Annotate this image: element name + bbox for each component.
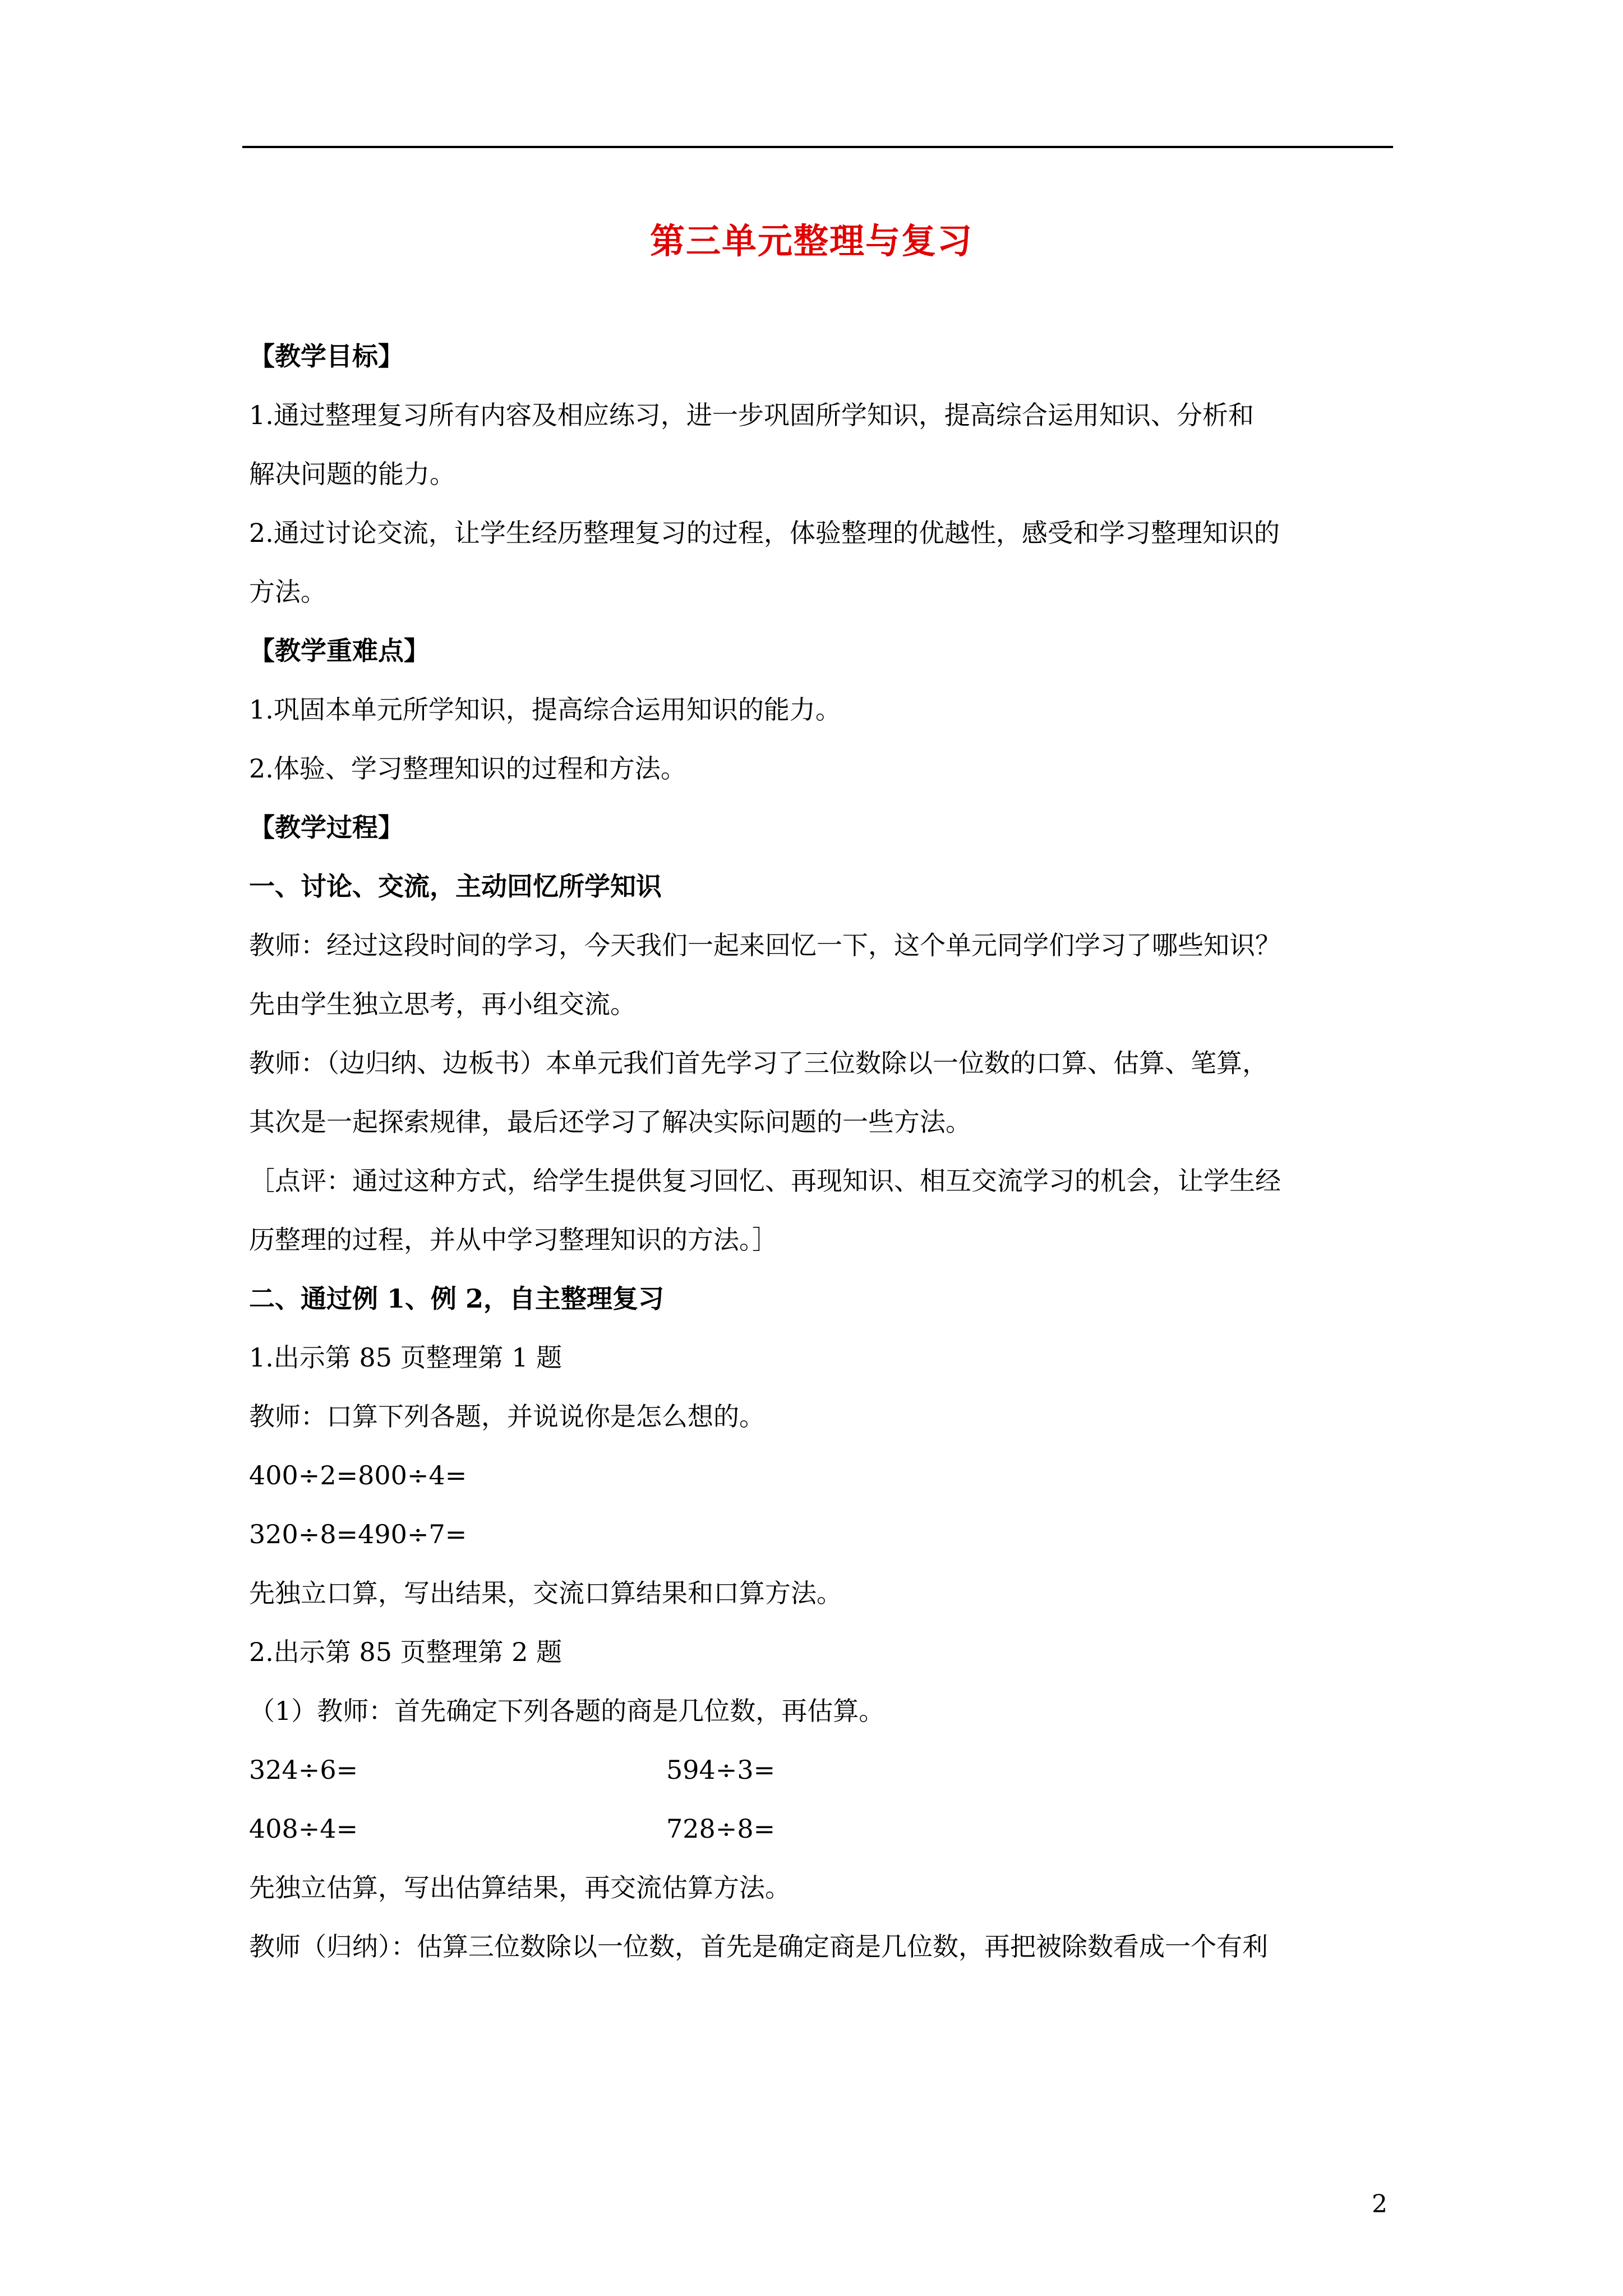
text-line: 2.出示第 85 页整理第 2 题 <box>249 1637 562 1667</box>
text-line: 2.体验、学习整理知识的过程和方法。 <box>249 753 686 784</box>
text-line: 2.通过讨论交流，让学生经历整理复习的过程，体验整理的优越性，感受和学习整理知识的 <box>249 518 1280 548</box>
text-line: 教师：口算下列各题，并说说你是怎么想的。 <box>249 1401 765 1432</box>
equation-left: 324÷6= <box>249 1755 358 1785</box>
text-line: 1.出示第 85 页整理第 1 题 <box>249 1342 562 1373</box>
text-line: 教师（归纳）：估算三位数除以一位数，首先是确定商是几位数，再把被除数看成一个有利 <box>249 1931 1268 1962</box>
header-rule <box>242 146 1393 148</box>
text-line: 1.通过整理复习所有内容及相应练习，进一步巩固所学知识，提高综合运用知识、分析和 <box>249 400 1254 430</box>
equation-line: 400÷2=800÷4= <box>249 1460 467 1490</box>
equation-right: 728÷8= <box>666 1814 776 1844</box>
page-title: 第三单元整理与复习 <box>649 220 973 261</box>
text-line: 教师：（边归纳、边板书）本单元我们首先学习了三位数除以一位数的口算、估算、笔算， <box>249 1048 1268 1078</box>
comment-line: 历整理的过程，并从中学习整理知识的方法。］ <box>249 1225 778 1255</box>
equation-line: 320÷8=490÷7= <box>249 1519 467 1549</box>
comment-line: ［点评：通过这种方式，给学生提供复习回忆、再现知识、相互交流学习的机会，让学生经 <box>249 1166 1281 1196</box>
text-line: 教师：经过这段时间的学习，今天我们一起来回忆一下，这个单元同学们学习了哪些知识？ <box>249 930 1281 960</box>
section-heading-2: 二、通过例 1、例 2，自主整理复习 <box>249 1283 665 1314</box>
text-line: 方法。 <box>249 577 326 607</box>
page-number: 2 <box>1372 2190 1387 2219</box>
text-line: 1.巩固本单元所学知识，提高综合运用知识的能力。 <box>249 694 841 725</box>
text-line: 解决问题的能力。 <box>249 459 455 489</box>
heading-key-points: 【教学重难点】 <box>249 636 430 666</box>
equation-left: 408÷4= <box>249 1814 358 1844</box>
text-line: 先独立口算，写出结果，交流口算结果和口算方法。 <box>249 1578 842 1608</box>
section-heading-1: 一、讨论、交流，主动回忆所学知识 <box>249 871 662 901</box>
heading-process: 【教学过程】 <box>249 812 404 843</box>
text-line: 其次是一起探索规律，最后还学习了解决实际问题的一些方法。 <box>249 1107 971 1137</box>
equation-right: 594÷3= <box>666 1755 776 1785</box>
text-line: 先独立估算，写出估算结果，再交流估算方法。 <box>249 1872 791 1903</box>
text-line: （1）教师：首先确定下列各题的商是几位数，再估算。 <box>249 1696 885 1726</box>
text-line: 先由学生独立思考，再小组交流。 <box>249 989 636 1019</box>
heading-objectives: 【教学目标】 <box>249 341 404 371</box>
